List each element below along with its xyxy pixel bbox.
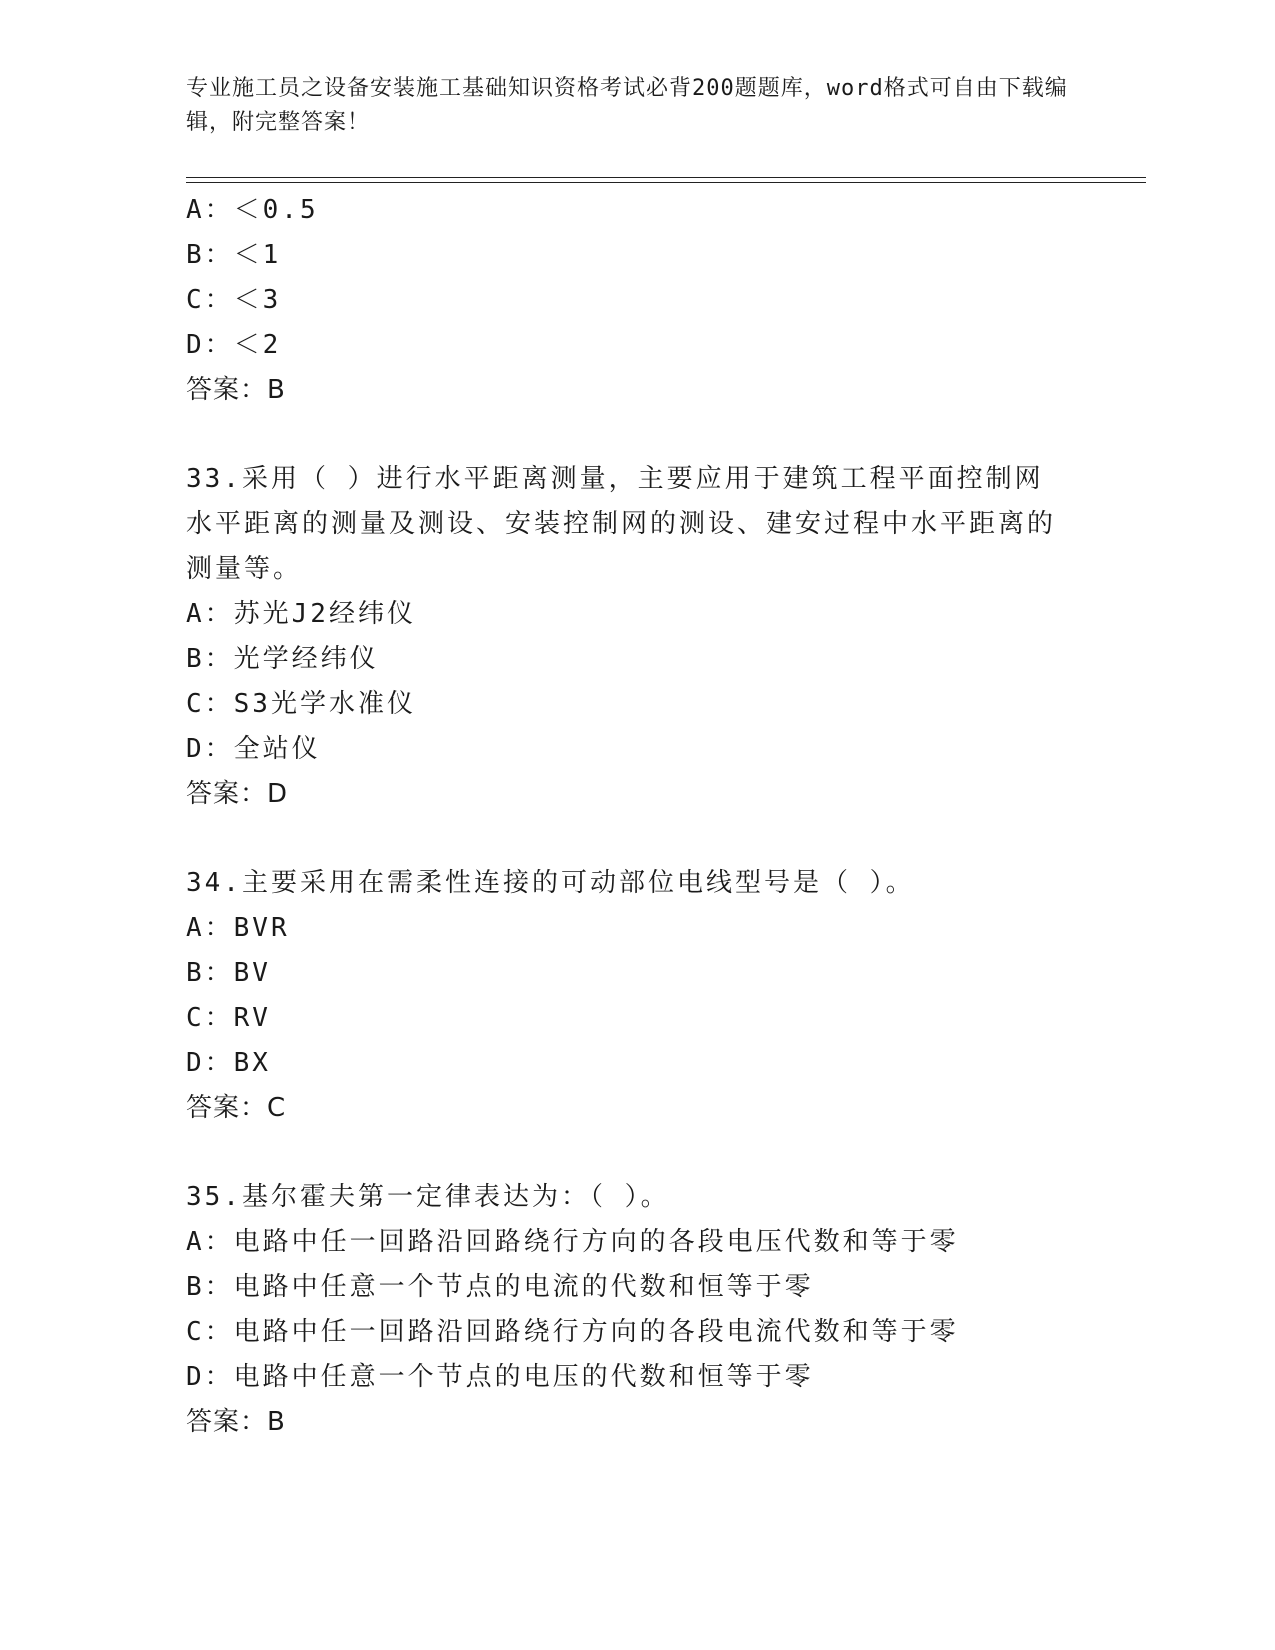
question-list xyxy=(186,188,1066,1445)
option-a: A：BVR xyxy=(186,913,290,943)
question-34 xyxy=(186,861,1066,1131)
option-c: C：电路中任一回路沿回路绕行方向的各段电流代数和等于零 xyxy=(186,1317,959,1347)
question-33 xyxy=(186,457,1066,817)
option-d: D：BX xyxy=(186,1048,271,1078)
option-a: A：苏光J2经纬仪 xyxy=(186,599,416,629)
header-rule-top xyxy=(186,177,1146,178)
option-d: D：全站仪 xyxy=(186,734,321,764)
option-b: B：＜1 xyxy=(186,240,282,270)
question-stem: 33.采用（ ）进行水平距离测量，主要应用于建筑工程平面控制网水平距离的测量及测设、安装控制网的测设、建安过程中水平距离的测量等。 xyxy=(186,464,1057,584)
answer: 答案：B xyxy=(186,1407,286,1437)
option-b: B：BV xyxy=(186,958,271,988)
answer: 答案：D xyxy=(186,779,289,809)
document-header: 专业施工员之设备安装施工基础知识资格考试必背200题题库，word格式可自由下载编辑，附完整答案！ xyxy=(186,76,1068,135)
answer: 答案：B xyxy=(186,375,286,405)
option-a: A：电路中任一回路沿回路绕行方向的各段电压代数和等于零 xyxy=(186,1227,959,1257)
question-stem: 34.主要采用在需柔性连接的可动部位电线型号是（ ）。 xyxy=(186,868,915,898)
question-32 xyxy=(186,188,1066,413)
question-stem: 35.基尔霍夫第一定律表达为：（ ）。 xyxy=(186,1182,670,1212)
option-c: C：RV xyxy=(186,1003,271,1033)
option-c: C：S3光学水准仪 xyxy=(186,689,416,719)
header-rule-bottom xyxy=(186,182,1146,183)
option-c: C：＜3 xyxy=(186,285,282,315)
option-b: B：光学经纬仪 xyxy=(186,644,379,674)
question-35 xyxy=(186,1175,1066,1445)
option-b: B：电路中任意一个节点的电流的代数和恒等于零 xyxy=(186,1272,814,1302)
option-d: D：电路中任意一个节点的电压的代数和恒等于零 xyxy=(186,1362,814,1392)
option-d: D：＜2 xyxy=(186,330,282,360)
answer: 答案：C xyxy=(186,1093,287,1123)
option-a: A：＜0.5 xyxy=(186,195,319,225)
